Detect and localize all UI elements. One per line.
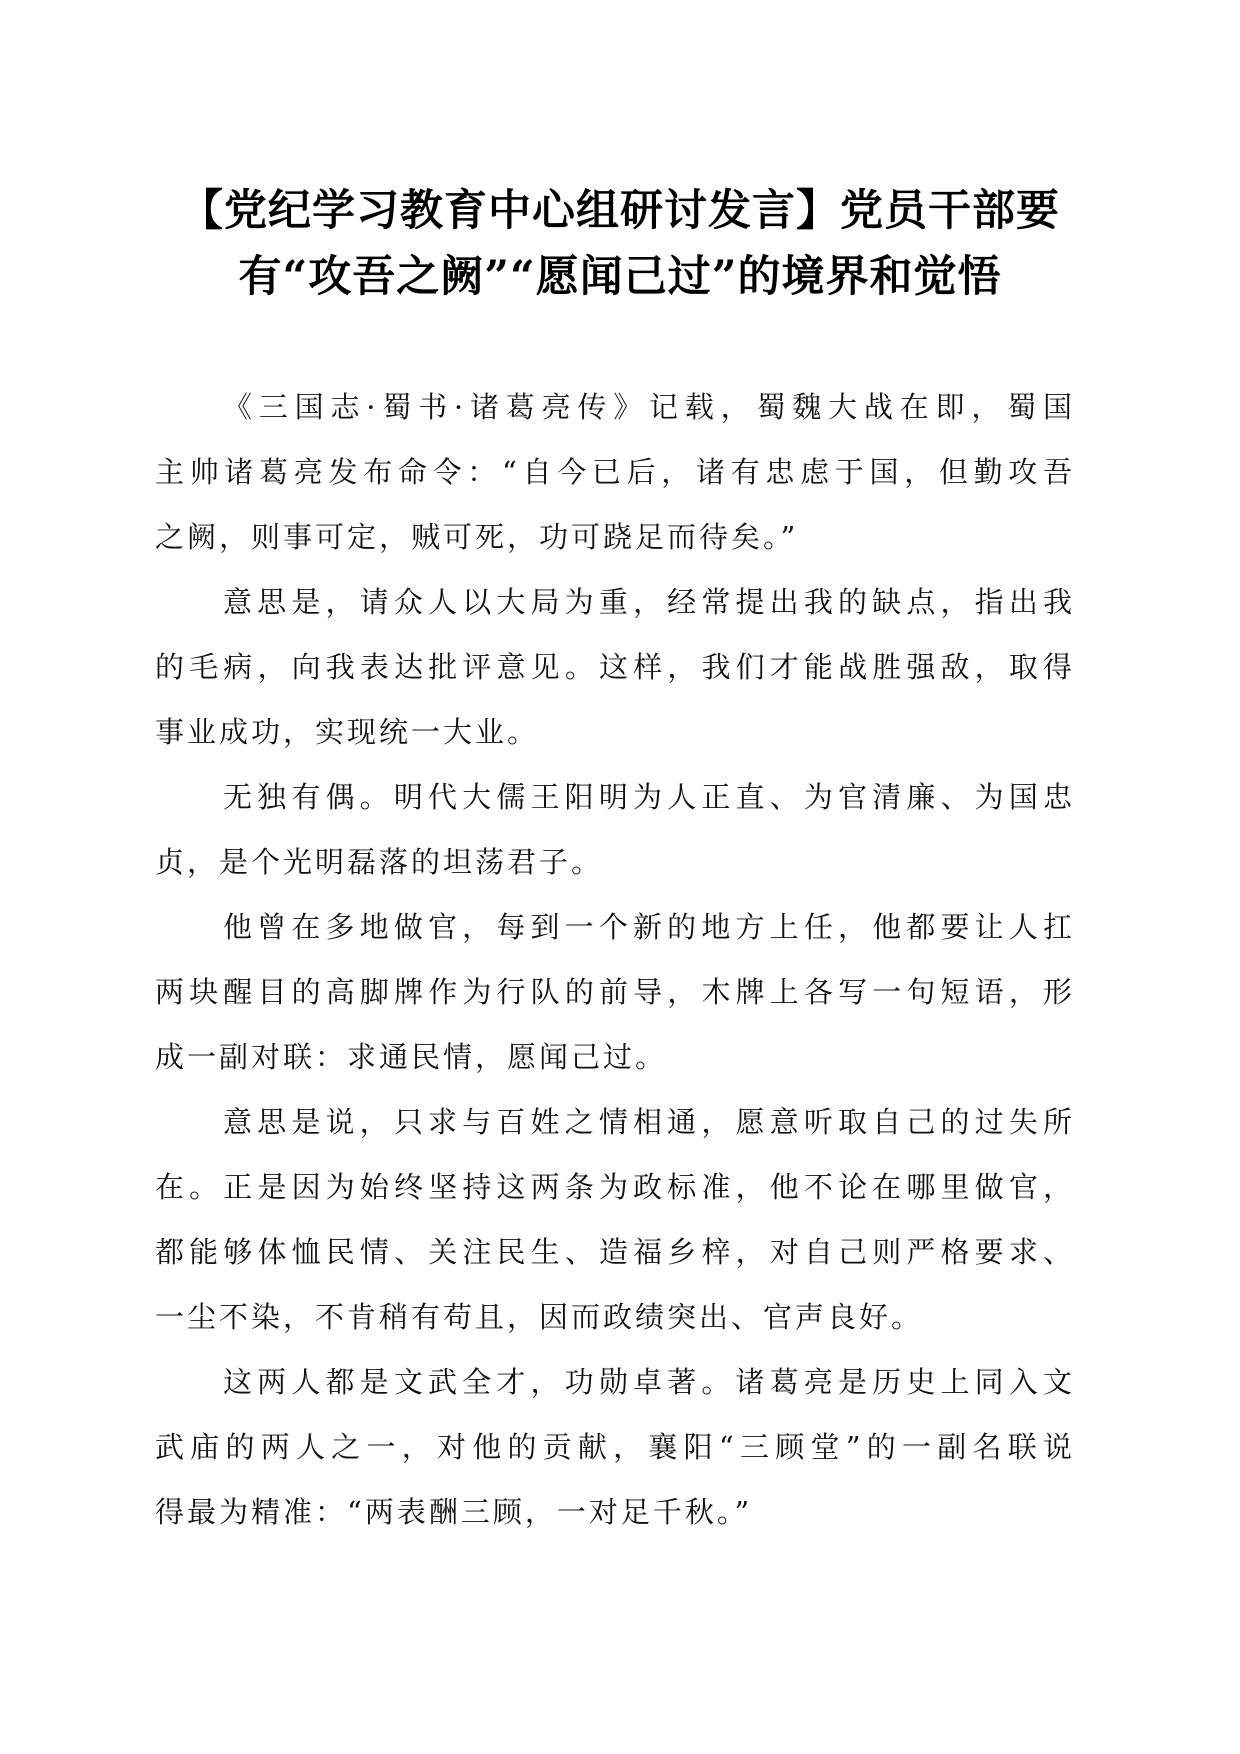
paragraph-line: 这两人都是文武全才，功勋卓著。诸葛亮是历史上同入文 (223, 1365, 1075, 1399)
paragraph-line: 一尘不染，不肯稍有苟且，因而政绩突出、官声良好。 (155, 1300, 924, 1334)
document-body (155, 375, 1075, 1545)
paragraph-line: 都能够体恤民情、关注民生、造福乡梓，对自己则严格要求、 (155, 1235, 1075, 1269)
paragraph-line: 得最为精准：“两表酬三顾，一对足千秋。” (155, 1495, 753, 1529)
paragraph-5 (155, 1090, 1075, 1350)
paragraph-2 (155, 570, 1075, 765)
document-title (150, 178, 1090, 310)
paragraph-line: 主帅诸葛亮发布命令：“自今已后，诸有忠虑于国，但勤攻吾 (155, 455, 1075, 489)
paragraph-3 (155, 765, 1075, 895)
paragraph-line: 意思是，请众人以大局为重，经常提出我的缺点，指出我 (223, 585, 1075, 619)
title-line-2: 有“攻吾之阙”“愿闻己过”的境界和觉悟 (238, 252, 1002, 302)
title-line-1: 【党纪学习教育中心组研讨发言】党员干部要 (180, 186, 1060, 236)
paragraph-line: 两块醒目的高脚牌作为行队的前导，木牌上各写一句短语，形 (155, 975, 1075, 1009)
paragraph-4 (155, 895, 1075, 1090)
paragraph-line: 之阙，则事可定，贼可死，功可跷足而待矣。” (155, 520, 799, 554)
paragraph-line: 贞，是个光明磊落的坦荡君子。 (155, 845, 604, 879)
paragraph-1 (155, 375, 1075, 570)
paragraph-line: 无独有偶。明代大儒王阳明为人正直、为官清廉、为国忠 (223, 780, 1075, 814)
paragraph-line: 的毛病，向我表达批评意见。这样，我们才能战胜强敌，取得 (155, 650, 1075, 684)
paragraph-6 (155, 1350, 1075, 1545)
paragraph-line: 事业成功，实现统一大业。 (155, 715, 540, 749)
paragraph-line: 在。正是因为始终坚持这两条为政标准，他不论在哪里做官， (155, 1170, 1075, 1204)
paragraph-line: 成一副对联：求通民情，愿闻己过。 (155, 1040, 668, 1074)
paragraph-line: 《三国志·蜀书·诸葛亮传》记载，蜀魏大战在即，蜀国 (223, 390, 1075, 424)
paragraph-line: 武庙的两人之一，对他的贡献，襄阳“三顾堂”的一副名联说 (155, 1430, 1075, 1464)
paragraph-line: 意思是说，只求与百姓之情相通，愿意听取自己的过失所 (223, 1105, 1075, 1139)
paragraph-line: 他曾在多地做官，每到一个新的地方上任，他都要让人扛 (223, 910, 1075, 944)
